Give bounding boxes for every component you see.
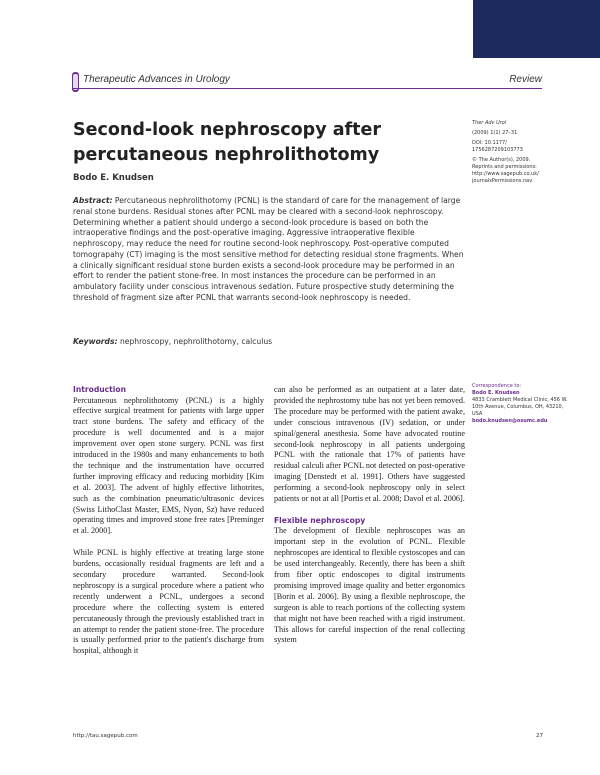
section-heading-flexible-nephroscopy: Flexible nephroscopy [274,515,366,525]
abstract-label: Abstract: [73,196,113,205]
paragraph: Percutaneous nephrolithotomy (PCNL) is a highly effective surgical treatment for patients with large upper tract stone burdens. The safety and efficacy of the procedure is well documented and is a major improvement over open stone surgery. PCNL was first introduced in the 1980s and many enhancements to both the technique and the instrumentation have occurred further improving efficacy and reducing morbidity [Kim et al. 2003]. The advent of highly effective lithotrites, such as the combination pneumatic/ultrasonic devices (Swiss LithoClast Master, EMS, Nyon, Sz) have reduced operating times and improved stone free rates [Preminger et al. 2000]. [73,395,264,536]
correspondence-label: Correspondence to: [472,383,522,389]
keywords [73,337,465,346]
volume-info: (2009) 1(1) 27–31 [472,130,518,136]
corner-color-block [473,0,600,58]
doi: DOI: 10.1177/ 1756287209103773 [472,140,523,153]
article-author: Bodo E. Knudsen [73,173,154,183]
paragraph: While PCNL is highly effective at treating large stone burdens, occasionally residual fragments are left and a secondary procedure warranted. Second-look nephroscopy is a surgical procedure where a patient who recently underwent a PCNL, undergoes a second procedure where the collecting system is entered percutaneously through the previously established tract in an attempt to render the patient stone-free. The procedure is usually performed prior to the patient's discharge from hospital, although it [73,548,264,656]
article-type: Review [509,74,542,85]
abstract [73,196,465,304]
correspondence-email[interactable]: bodo.knudsen@osumc.edu [472,418,548,424]
footer-url[interactable]: http://tau.sagepub.com [73,733,138,739]
keywords-label: Keywords: [73,337,118,346]
correspondence [472,383,572,425]
article-title: Second-look nephroscopy after percutaneous nephrolithotomy [73,120,381,165]
page-number: 27 [536,733,543,739]
body-column-right [274,385,465,657]
article-metadata [472,120,572,185]
correspondence-address: 4833 Cramblett Medical Clinic, 456 W. 10th Avenue, Columbus, OH, 43210, USA [472,397,568,417]
body-column-left [73,385,264,668]
copyright: © The Author(s), 2009. Reprints and permissions: http://www.sagepub.co.uk/ journalsPermissions.nav [472,157,539,184]
section-heading-introduction: Introduction [73,385,127,394]
journal-abbrev: Ther Adv Urol [472,120,507,126]
abstract-text: Percutaneous nephrolithotomy (PCNL) is the standard of care for the management of large renal stone burdens. Residual stones after PCNL may be cleared with a second-look nephroscopy. Determining whether a patient should undergo a second-look procedure is based on both the intraoperative findings and the post-operative imaging. Aggressive intraoperative flexible nephroscopy, may reduce the need for routine second-look nephroscopy. Post-operative computed tomograpahy (CT) imaging is the most sensitive method for detecting residual stone fragments. When a clinically significant residual stone burden exists a second-look procedure may be performed in an effort to render the patient stone-free. In most instances the procedure can be performed in an ambulatory facility under conscious intravenous sedation. Future prospective study determining the threshold of fragment size after PCNL that warrants second-look nephroscopy is needed. [73,196,464,302]
header-rule [72,88,542,89]
journal-name: Therapeutic Advances in Urology [83,74,230,85]
correspondence-name: Bodo E. Knudsen [472,390,520,396]
keywords-text: nephroscopy, nephrolithotomy, calculus [117,337,273,346]
paragraph: can also be performed as an outpatient at a later date, provided the nephrostomy tube has not yet been removed. The procedure may be performed with the patient awake, under conscious intravenous (IV) sedation, or under spinal/general anesthesia. Some have advocated routine second-look nephroscopy in all patients undergoing PCNL with the rationale that 17% of patients have residual calculi after PCNL not detected on post-operative imaging [Denstedt et al. 1991]. Others have suggested performing a second-look nephroscopy only in select patients or not at all [Portis et al. 2008; Davol et al. 2006]. [274,385,465,504]
paragraph: The development of flexible nephroscopes was an important step in the evolution of PCNL. Flexible nephroscopes are identical to flexible cystoscopes and can be used interchangeably. Recently, there has been a shift from fiber optic endoscopes to digital instruments promising improved image quality and better ergonomics [Borin et al. 2006]. By using a flexible nephroscope, the surgeon is able to reach portions of the collecting system that might not have been reached with a rigid instrument. This allows for careful inspection of the renal collecting system [274,526,465,645]
